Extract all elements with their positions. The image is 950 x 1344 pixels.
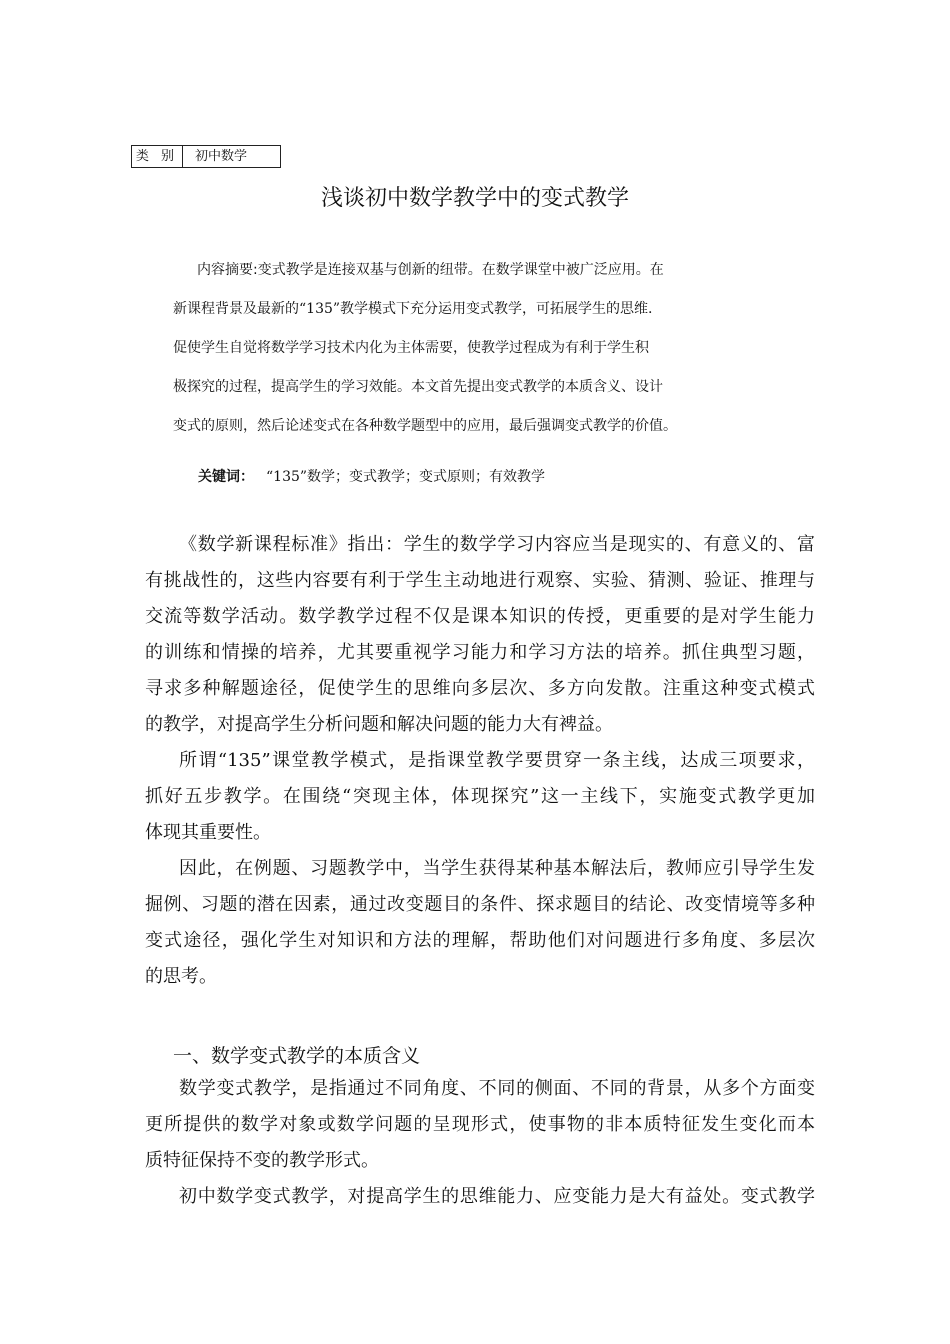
abstract-line: 新课程背景及最新的“135”教学模式下充分运用变式教学，可拓展学生的思维. [173,301,653,317]
paragraph-line: 有挑战性的，这些内容要有利于学生主动地进行观察、实验、猜测、验证、推理与 [145,570,815,591]
section-heading: 一、数学变式教学的本质含义 [173,1045,421,1067]
paragraph-line: 《数学新课程标准》指出：学生的数学学习内容应当是现实的、有意义的、富 [179,534,815,555]
paragraph-line: 交流等数学活动。数学教学过程不仅是课本知识的传授，更重要的是对学生能力 [145,606,815,627]
paragraph-line: 抓好五步教学。在围绕“突现主体，体现探究”这一主线下，实施变式教学更加 [145,786,815,807]
paragraph-line: 的思考。 [145,966,217,987]
abstract [173,258,773,453]
category-label: 类 别 [132,146,183,167]
abstract-line: 促使学生自觉将数学学习技术内化为主体需要，使教学过程成为有利于学生积 [173,340,649,356]
paragraph-line: 的训练和情操的培养，尤其要重视学习能力和学习方法的培养。抓住典型习题， [145,642,815,663]
keywords-label: 关键词： [198,469,254,485]
abstract-line: 极探究的过程，提高学生的学习效能。本文首先提出变式教学的本质含义、设计 [173,379,663,395]
category-table [131,145,281,168]
paragraph-line: 质特征保持不变的教学形式。 [145,1150,379,1171]
paragraph-line: 的教学，对提高学生分析问题和解决问题的能力大有裨益。 [145,714,613,735]
paragraph-line: 寻求多种解题途径，促使学生的思维向多层次、多方向发散。注重这种变式模式 [145,678,815,699]
paragraph-line: 掘例、习题的潜在因素，通过改变题目的条件、探求题目的结论、改变情境等多种 [145,894,815,915]
document-title: 浅谈初中数学教学中的变式教学 [320,186,629,211]
paragraph-line: 体现其重要性。 [145,822,271,843]
abstract-line [173,258,773,297]
abstract-text: 变式教学是连接双基与创新的纽带。在数学课堂中被广泛应用。在 [257,262,664,278]
keywords-text: “135”数学；变式教学；变式原则；有效教学 [266,469,546,485]
abstract-line: 变式的原则，然后论述变式在各种数学题型中的应用，最后强调变式教学的价值。 [173,418,677,434]
paragraph-line: 数学变式教学，是指通过不同角度、不同的侧面、不同的背景，从多个方面变 [179,1078,815,1099]
paragraph-line: 变式途径，强化学生对知识和方法的理解，帮助他们对问题进行多角度、多层次 [145,930,815,951]
paragraph-line: 所谓“135”课堂教学模式，是指课堂教学要贯穿一条主线，达成三项要求， [179,750,815,771]
category-value: 初中数学 [195,149,248,164]
section-body-text [145,1071,815,1215]
paragraph-line: 因此，在例题、习题教学中，当学生获得某种基本解法后，教师应引导学生发 [179,858,815,879]
paragraph-line: 初中数学变式教学，对提高学生的思维能力、应变能力是大有益处。变式教学 [179,1186,815,1207]
keywords [198,465,545,489]
paragraph-line: 更所提供的数学对象或数学问题的呈现形式，使事物的非本质特征发生变化而本 [145,1114,815,1135]
abstract-heading: 内容摘要: [197,262,258,278]
body-text [145,527,815,995]
